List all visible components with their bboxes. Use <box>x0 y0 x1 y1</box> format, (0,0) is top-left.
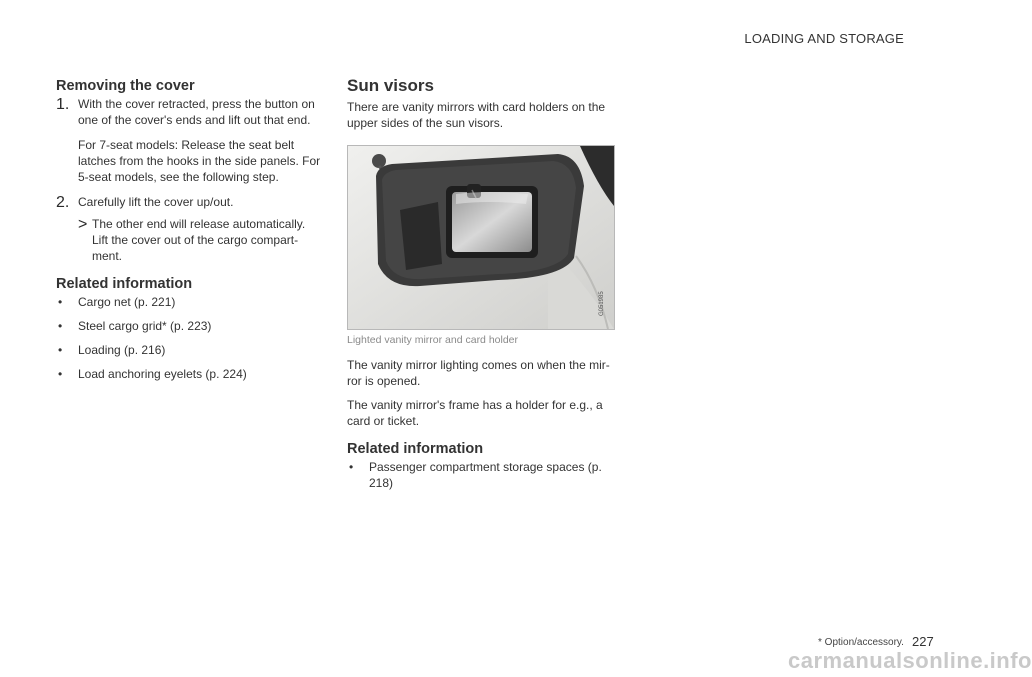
bullet-icon: • <box>58 367 63 381</box>
bullet-icon: • <box>58 295 63 309</box>
related-info-heading: Related information <box>347 441 484 457</box>
left-column <box>56 78 324 390</box>
result-marker: > <box>78 216 88 233</box>
list-item[interactable] <box>56 294 324 310</box>
step-1 <box>56 96 324 185</box>
list-item[interactable] <box>347 459 615 491</box>
related-info-heading: Related information <box>56 276 193 292</box>
step-number: 1. <box>56 96 70 113</box>
sun-visors-heading: Sun visors <box>347 76 434 95</box>
step-text: With the cover retracted, press the button on one of the cover's ends and lift out that end. <box>78 97 315 127</box>
removing-cover-heading: Removing the cover <box>56 78 195 94</box>
figure-caption: Lighted vanity mirror and card holder <box>347 334 519 346</box>
footnote: * Option/accessory. <box>818 637 904 648</box>
step-number: 2. <box>56 194 70 211</box>
result-text: The other end will release automatically. Lift the cover out of the cargo compart-ment. <box>92 217 306 263</box>
intro-paragraph: There are vanity mirrors with card holders on the upper sides of the sun visors. <box>347 100 606 130</box>
sun-visor-figure <box>347 145 615 330</box>
related-link[interactable]: Loading (p. 216) <box>78 343 166 357</box>
step-text: Carefully lift the cover up/out. <box>78 195 234 209</box>
related-link[interactable]: Passenger compartment storage spaces (p. 218) <box>369 460 602 490</box>
list-item[interactable] <box>56 318 324 334</box>
bullet-icon: • <box>58 319 63 333</box>
right-column <box>347 76 615 499</box>
related-link[interactable]: Cargo net (p. 221) <box>78 295 176 309</box>
related-link[interactable]: Load anchoring eyelets (p. 224) <box>78 367 247 381</box>
step-note: For 7-seat models: Release the seat belt latches from the hooks in the side panels. For 5-seat models, see the following step. <box>78 138 321 184</box>
running-header: LOADING AND STORAGE <box>744 31 904 46</box>
list-item[interactable] <box>56 366 324 382</box>
related-link[interactable]: Steel cargo grid* (p. 223) <box>78 319 212 333</box>
bullet-icon: • <box>58 343 63 357</box>
page-number: 227 <box>912 634 934 649</box>
step-result <box>56 216 324 264</box>
paragraph-holder: The vanity mirror's frame has a holder for e.g., a card or ticket. <box>347 398 603 428</box>
list-item[interactable] <box>56 342 324 358</box>
bullet-icon: • <box>349 460 354 474</box>
figure-code: G051985 <box>599 291 605 316</box>
related-list <box>347 459 615 491</box>
sun-visor-illustration <box>348 146 614 329</box>
step-2 <box>56 194 324 210</box>
paragraph-lighting: The vanity mirror lighting comes on when the mir-ror is opened. <box>347 358 610 388</box>
related-list <box>56 294 324 382</box>
watermark: carmanualsonline.info <box>788 648 1032 673</box>
